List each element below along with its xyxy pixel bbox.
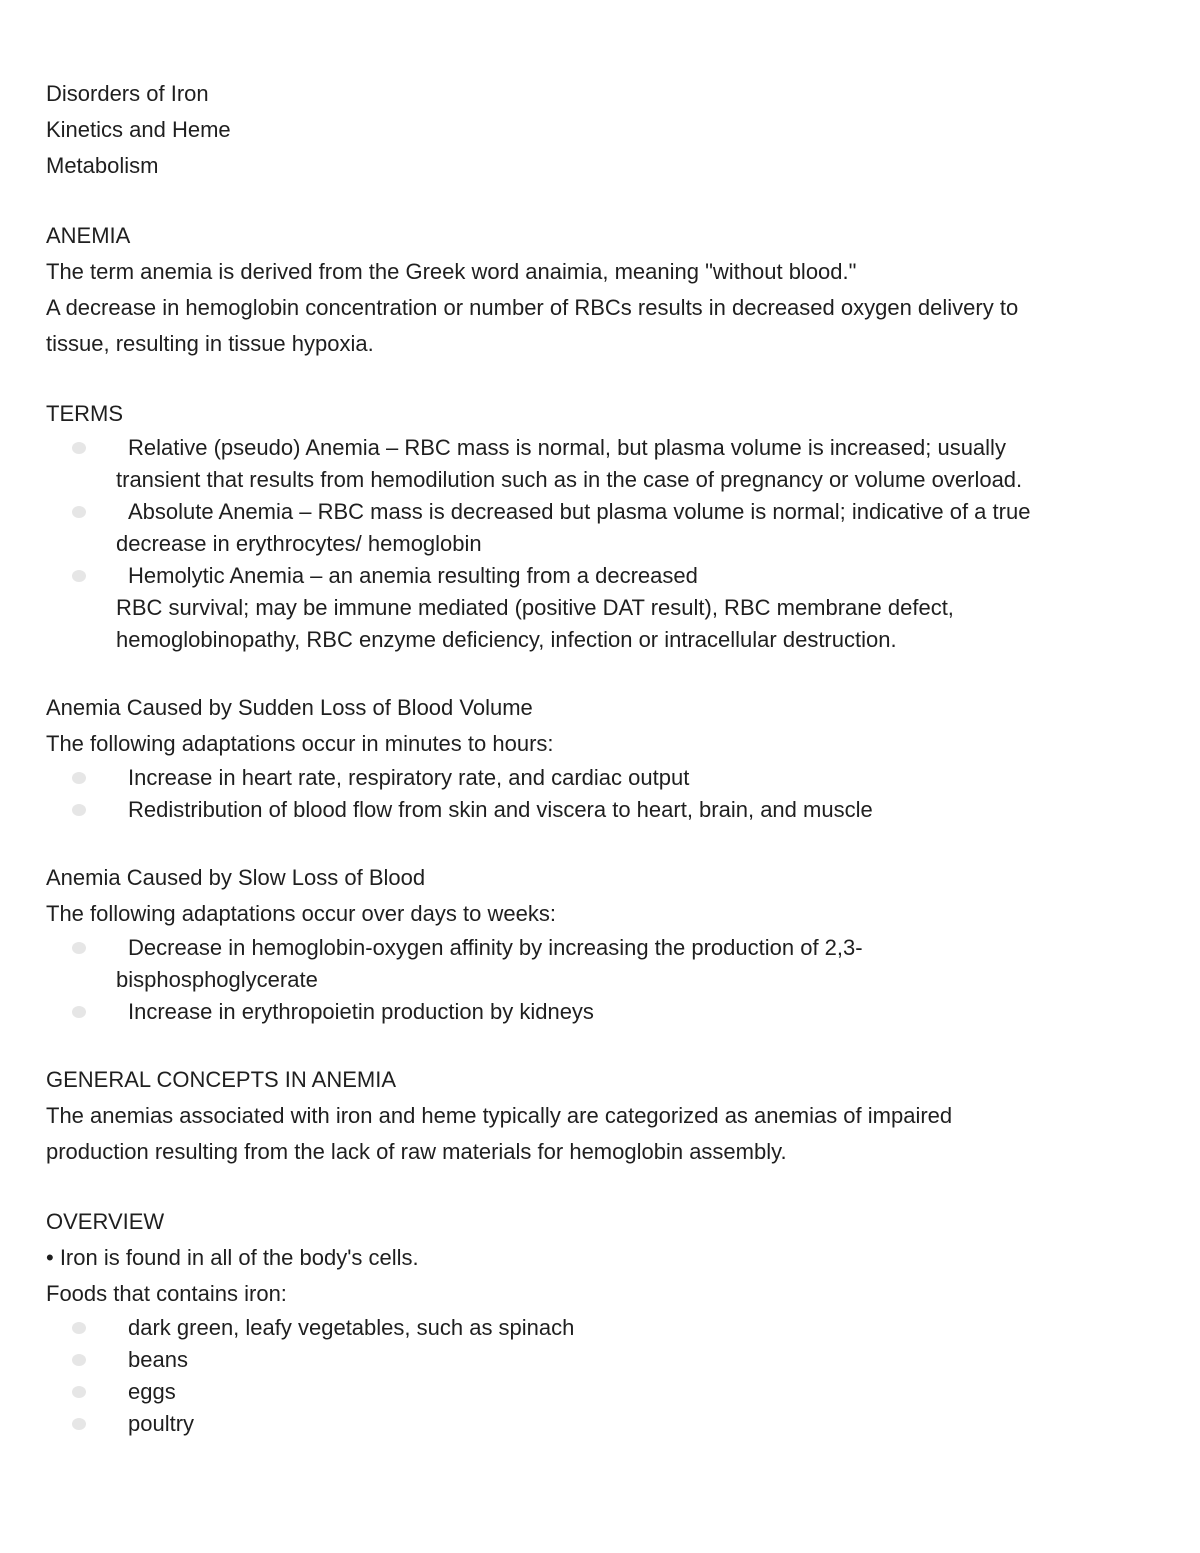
list-item (46, 1312, 1166, 1344)
paragraph-line: • Iron is found in all of the body's cells. (46, 1245, 419, 1270)
bullet-dot-icon (72, 772, 86, 784)
list-item-text: Redistribution of blood flow from skin and viscera to heart, brain, and muscle (128, 797, 873, 822)
bullet-dot-icon (72, 1006, 86, 1018)
list-item (46, 794, 1166, 826)
bullet-dot-icon (72, 1386, 86, 1398)
iron-foods-list (46, 1312, 1166, 1440)
list-item-text: Increase in erythropoietin production by kidneys (128, 999, 594, 1024)
paragraph-line: Foods that contains iron: (46, 1281, 287, 1306)
section-slow-loss (46, 860, 1166, 1028)
list-item (46, 1376, 1166, 1408)
bullet-dot-icon (72, 570, 86, 582)
paragraph-line: A decrease in hemoglobin concentration or number of RBCs results in decreased oxygen delivery to (46, 295, 1019, 320)
bullet-dot-icon (72, 942, 86, 954)
list-item (46, 496, 1166, 560)
list-item-text: beans (128, 1347, 188, 1372)
list-item-text: Decrease in hemoglobin-oxygen affinity by increasing the production of 2,3- (128, 935, 863, 960)
section-sudden-loss (46, 690, 1166, 826)
title-line: Disorders of Iron (46, 81, 209, 106)
list-item-continuation: hemoglobinopathy, RBC enzyme deficiency, infection or intracellular destruction. (116, 627, 897, 652)
section-heading: TERMS (46, 401, 123, 426)
list-item-text: poultry (128, 1411, 195, 1436)
section-heading: GENERAL CONCEPTS IN ANEMIA (46, 1067, 397, 1092)
list-item (46, 1344, 1166, 1376)
list-item-text: Hemolytic Anemia – an anemia resulting from a decreased (128, 563, 698, 588)
bullet-dot-icon (72, 1418, 86, 1430)
document-title (46, 76, 1166, 184)
list-item-continuation: decrease in erythrocytes/ hemoglobin (116, 531, 482, 556)
paragraph-line: The following adaptations occur over days to weeks: (46, 901, 556, 926)
section-general-concepts (46, 1062, 1166, 1170)
list-item (46, 932, 1166, 996)
list-item-continuation: bisphosphoglycerate (116, 967, 318, 992)
list-item-text: dark green, leafy vegetables, such as spinach (128, 1315, 575, 1340)
section-terms (46, 396, 1166, 656)
paragraph-line: The anemias associated with iron and heme typically are categorized as anemias of impaired (46, 1103, 953, 1128)
list-item (46, 432, 1166, 496)
title-line: Metabolism (46, 153, 159, 178)
list-item-continuation: RBC survival; may be immune mediated (positive DAT result), RBC membrane defect, (116, 595, 954, 620)
list-item-text: Relative (pseudo) Anemia – RBC mass is normal, but plasma volume is increased; usually (128, 435, 1006, 460)
bullet-dot-icon (72, 1354, 86, 1366)
list-item (46, 1408, 1166, 1440)
section-heading: OVERVIEW (46, 1209, 165, 1234)
slow-loss-list (46, 932, 1166, 1028)
section-anemia (46, 218, 1166, 362)
list-item (46, 996, 1166, 1028)
bullet-dot-icon (72, 1322, 86, 1334)
title-line: Kinetics and Heme (46, 117, 231, 142)
bullet-dot-icon (72, 442, 86, 454)
list-item-text: Increase in heart rate, respiratory rate, and cardiac output (128, 765, 690, 790)
paragraph-line: tissue, resulting in tissue hypoxia. (46, 331, 374, 356)
list-item-continuation: transient that results from hemodilution such as in the case of pregnancy or volume overload. (116, 467, 1023, 492)
paragraph-line: production resulting from the lack of raw materials for hemoglobin assembly. (46, 1139, 787, 1164)
section-heading: ANEMIA (46, 223, 131, 248)
paragraph-line: The following adaptations occur in minutes to hours: (46, 731, 554, 756)
list-item (46, 560, 1166, 656)
bullet-dot-icon (72, 506, 86, 518)
bullet-dot-icon (72, 804, 86, 816)
document-page (46, 76, 1166, 1440)
list-item-text: eggs (128, 1379, 176, 1404)
section-heading: Anemia Caused by Sudden Loss of Blood Volume (46, 695, 533, 720)
section-overview (46, 1204, 1166, 1440)
list-item-text: Absolute Anemia – RBC mass is decreased but plasma volume is normal; indicative of a true (128, 499, 1031, 524)
list-item (46, 762, 1166, 794)
section-heading: Anemia Caused by Slow Loss of Blood (46, 865, 426, 890)
sudden-loss-list (46, 762, 1166, 826)
paragraph-line: The term anemia is derived from the Greek word anaimia, meaning "without blood." (46, 259, 857, 284)
terms-list (46, 432, 1166, 656)
